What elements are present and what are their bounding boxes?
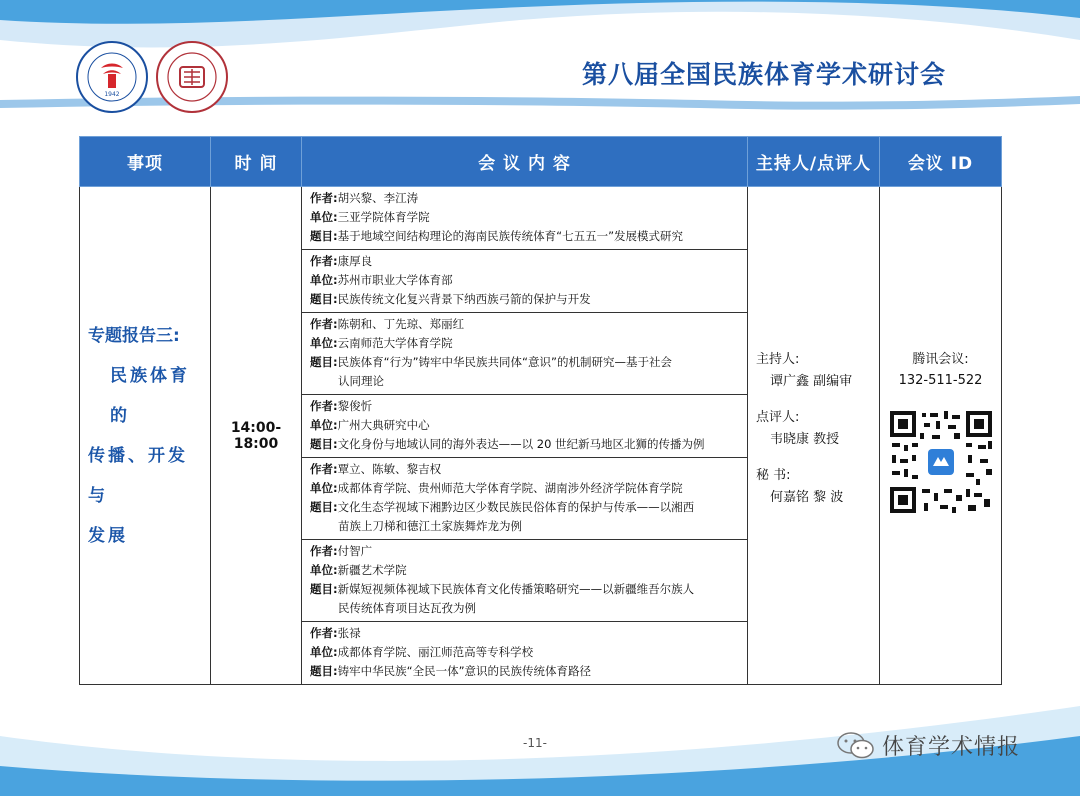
topic-line: 民族体育的: [110, 365, 190, 426]
topic-cell: [80, 187, 211, 685]
col-header-host: 主持人/点评人: [748, 137, 880, 187]
schedule-table: [79, 136, 1002, 685]
col-header-item: 事项: [80, 137, 211, 187]
unit-value: 新疆艺术学院: [337, 563, 407, 577]
reviewer-block: [756, 407, 871, 451]
paper-entry: [302, 187, 747, 250]
paper-entry: [302, 540, 747, 622]
author-value: 张禄: [337, 626, 361, 640]
title-label: 题目:: [310, 500, 338, 514]
title-label: 题目:: [310, 229, 338, 243]
paper-entry: [302, 395, 747, 458]
topic-line: 传播、开发与: [88, 445, 188, 506]
unit-value: 成都体育学院、贵州师范大学体育学院、湖南涉外经济学院体育学院: [337, 481, 683, 495]
unit-label: 单位:: [310, 336, 338, 350]
secretary-name: 何嘉铭 黎 波: [770, 489, 844, 505]
title-label: 题目:: [310, 437, 338, 451]
title-value: 基于地域空间结构理论的海南民族传统体育“七五五一”发展模式研究: [337, 229, 684, 243]
table-header-row: [80, 137, 1002, 187]
title-value: 文化身份与地域认同的海外表达——以 20 世纪新马地区北狮的传播为例: [337, 437, 705, 451]
author-value: 付智广: [337, 544, 373, 558]
unit-value: 云南师范大学体育学院: [337, 336, 453, 350]
unit-label: 单位:: [310, 210, 338, 224]
academy-seal-logo: [155, 40, 229, 114]
author-label: 作者:: [310, 317, 338, 331]
topic-line: 发展: [88, 525, 128, 546]
title-value: 民族体育“行为”铸牢中华民族共同体“意识”的机制研究—基于社会: [337, 355, 672, 369]
watermark: [836, 730, 1020, 761]
paper-entry: [302, 622, 747, 684]
title-label: 题目:: [310, 355, 338, 369]
title-label: 题目:: [310, 664, 338, 678]
content-cell: [302, 187, 748, 685]
title-value: 文化生态学视域下湘黔边区少数民族民俗体育的保护与传承——以湘西: [337, 500, 695, 514]
author-value: 陈朝和、丁先琼、郑丽红: [337, 317, 465, 331]
paper-entry: [302, 458, 747, 540]
author-label: 作者:: [310, 544, 338, 558]
page-number: -11-: [523, 736, 547, 750]
title-value: 铸牢中华民族“全民一体”意识的民族传统体育路径: [337, 664, 592, 678]
topic-heading: 专题报告三:: [88, 325, 180, 346]
unit-value: 成都体育学院、丽江师范高等专科学校: [337, 645, 534, 659]
title-label: 题目:: [310, 292, 338, 306]
chengdu-sport-university-logo: [75, 40, 149, 114]
author-label: 作者:: [310, 254, 338, 268]
wechat-icon: [836, 731, 876, 761]
unit-label: 单位:: [310, 645, 338, 659]
paper-entry: [302, 313, 747, 395]
title-continuation: 认同理论: [338, 374, 384, 388]
unit-label: 单位:: [310, 273, 338, 287]
author-value: 覃立、陈敏、黎吉权: [337, 462, 442, 476]
meeting-qr-code[interactable]: [888, 409, 994, 515]
unit-value: 三亚学院体育学院: [337, 210, 430, 224]
meeting-label: 腾讯会议:: [912, 352, 969, 367]
col-header-time: 时 间: [211, 137, 302, 187]
secretary-block: [756, 465, 871, 509]
title-continuation: 苗族上刀梯和德江土家族舞炸龙为例: [338, 519, 522, 533]
host-block: [756, 349, 871, 393]
title-continuation: 民传统体育项目达瓦孜为例: [338, 601, 476, 615]
author-value: 康厚良: [337, 254, 373, 268]
unit-label: 单位:: [310, 418, 338, 432]
col-header-content: 会 议 内 容: [302, 137, 748, 187]
author-value: 黎俊忻: [337, 399, 373, 413]
title-label: 题目:: [310, 582, 338, 596]
meeting-id-value[interactable]: 132-511-522: [898, 373, 983, 388]
title-value: 民族传统文化复兴背景下纳西族弓箭的保护与开发: [337, 292, 591, 306]
host-label: 主持人:: [756, 351, 800, 367]
table-row: [80, 187, 1002, 685]
author-label: 作者:: [310, 626, 338, 640]
unit-value: 广州大典研究中心: [337, 418, 430, 432]
meeting-id-cell: [880, 187, 1002, 685]
unit-label: 单位:: [310, 481, 338, 495]
author-label: 作者:: [310, 399, 338, 413]
title-value: 新媒短视频体视域下民族体育文化传播策略研究——以新疆维吾尔族人: [337, 582, 695, 596]
paper-entry: [302, 250, 747, 313]
unit-value: 苏州市职业大学体育部: [337, 273, 453, 287]
watermark-text: 体育学术情报: [882, 735, 1021, 760]
author-label: 作者:: [310, 462, 338, 476]
page-header-title: 第八届全国民族体育学术研讨会: [582, 60, 947, 89]
time-cell: 14:00-18:00: [211, 187, 302, 685]
author-value: 胡兴黎、李江涛: [337, 191, 419, 205]
secretary-label: 秘 书:: [756, 467, 791, 483]
col-header-meeting-id: 会议 ID: [880, 137, 1002, 187]
host-cell: [748, 187, 880, 685]
reviewer-name: 韦晓康 教授: [770, 431, 840, 447]
host-name: 谭广鑫 副编审: [770, 373, 853, 389]
svg-text:1942: 1942: [104, 91, 120, 98]
unit-label: 单位:: [310, 563, 338, 577]
author-label: 作者:: [310, 191, 338, 205]
reviewer-label: 点评人:: [756, 409, 800, 425]
